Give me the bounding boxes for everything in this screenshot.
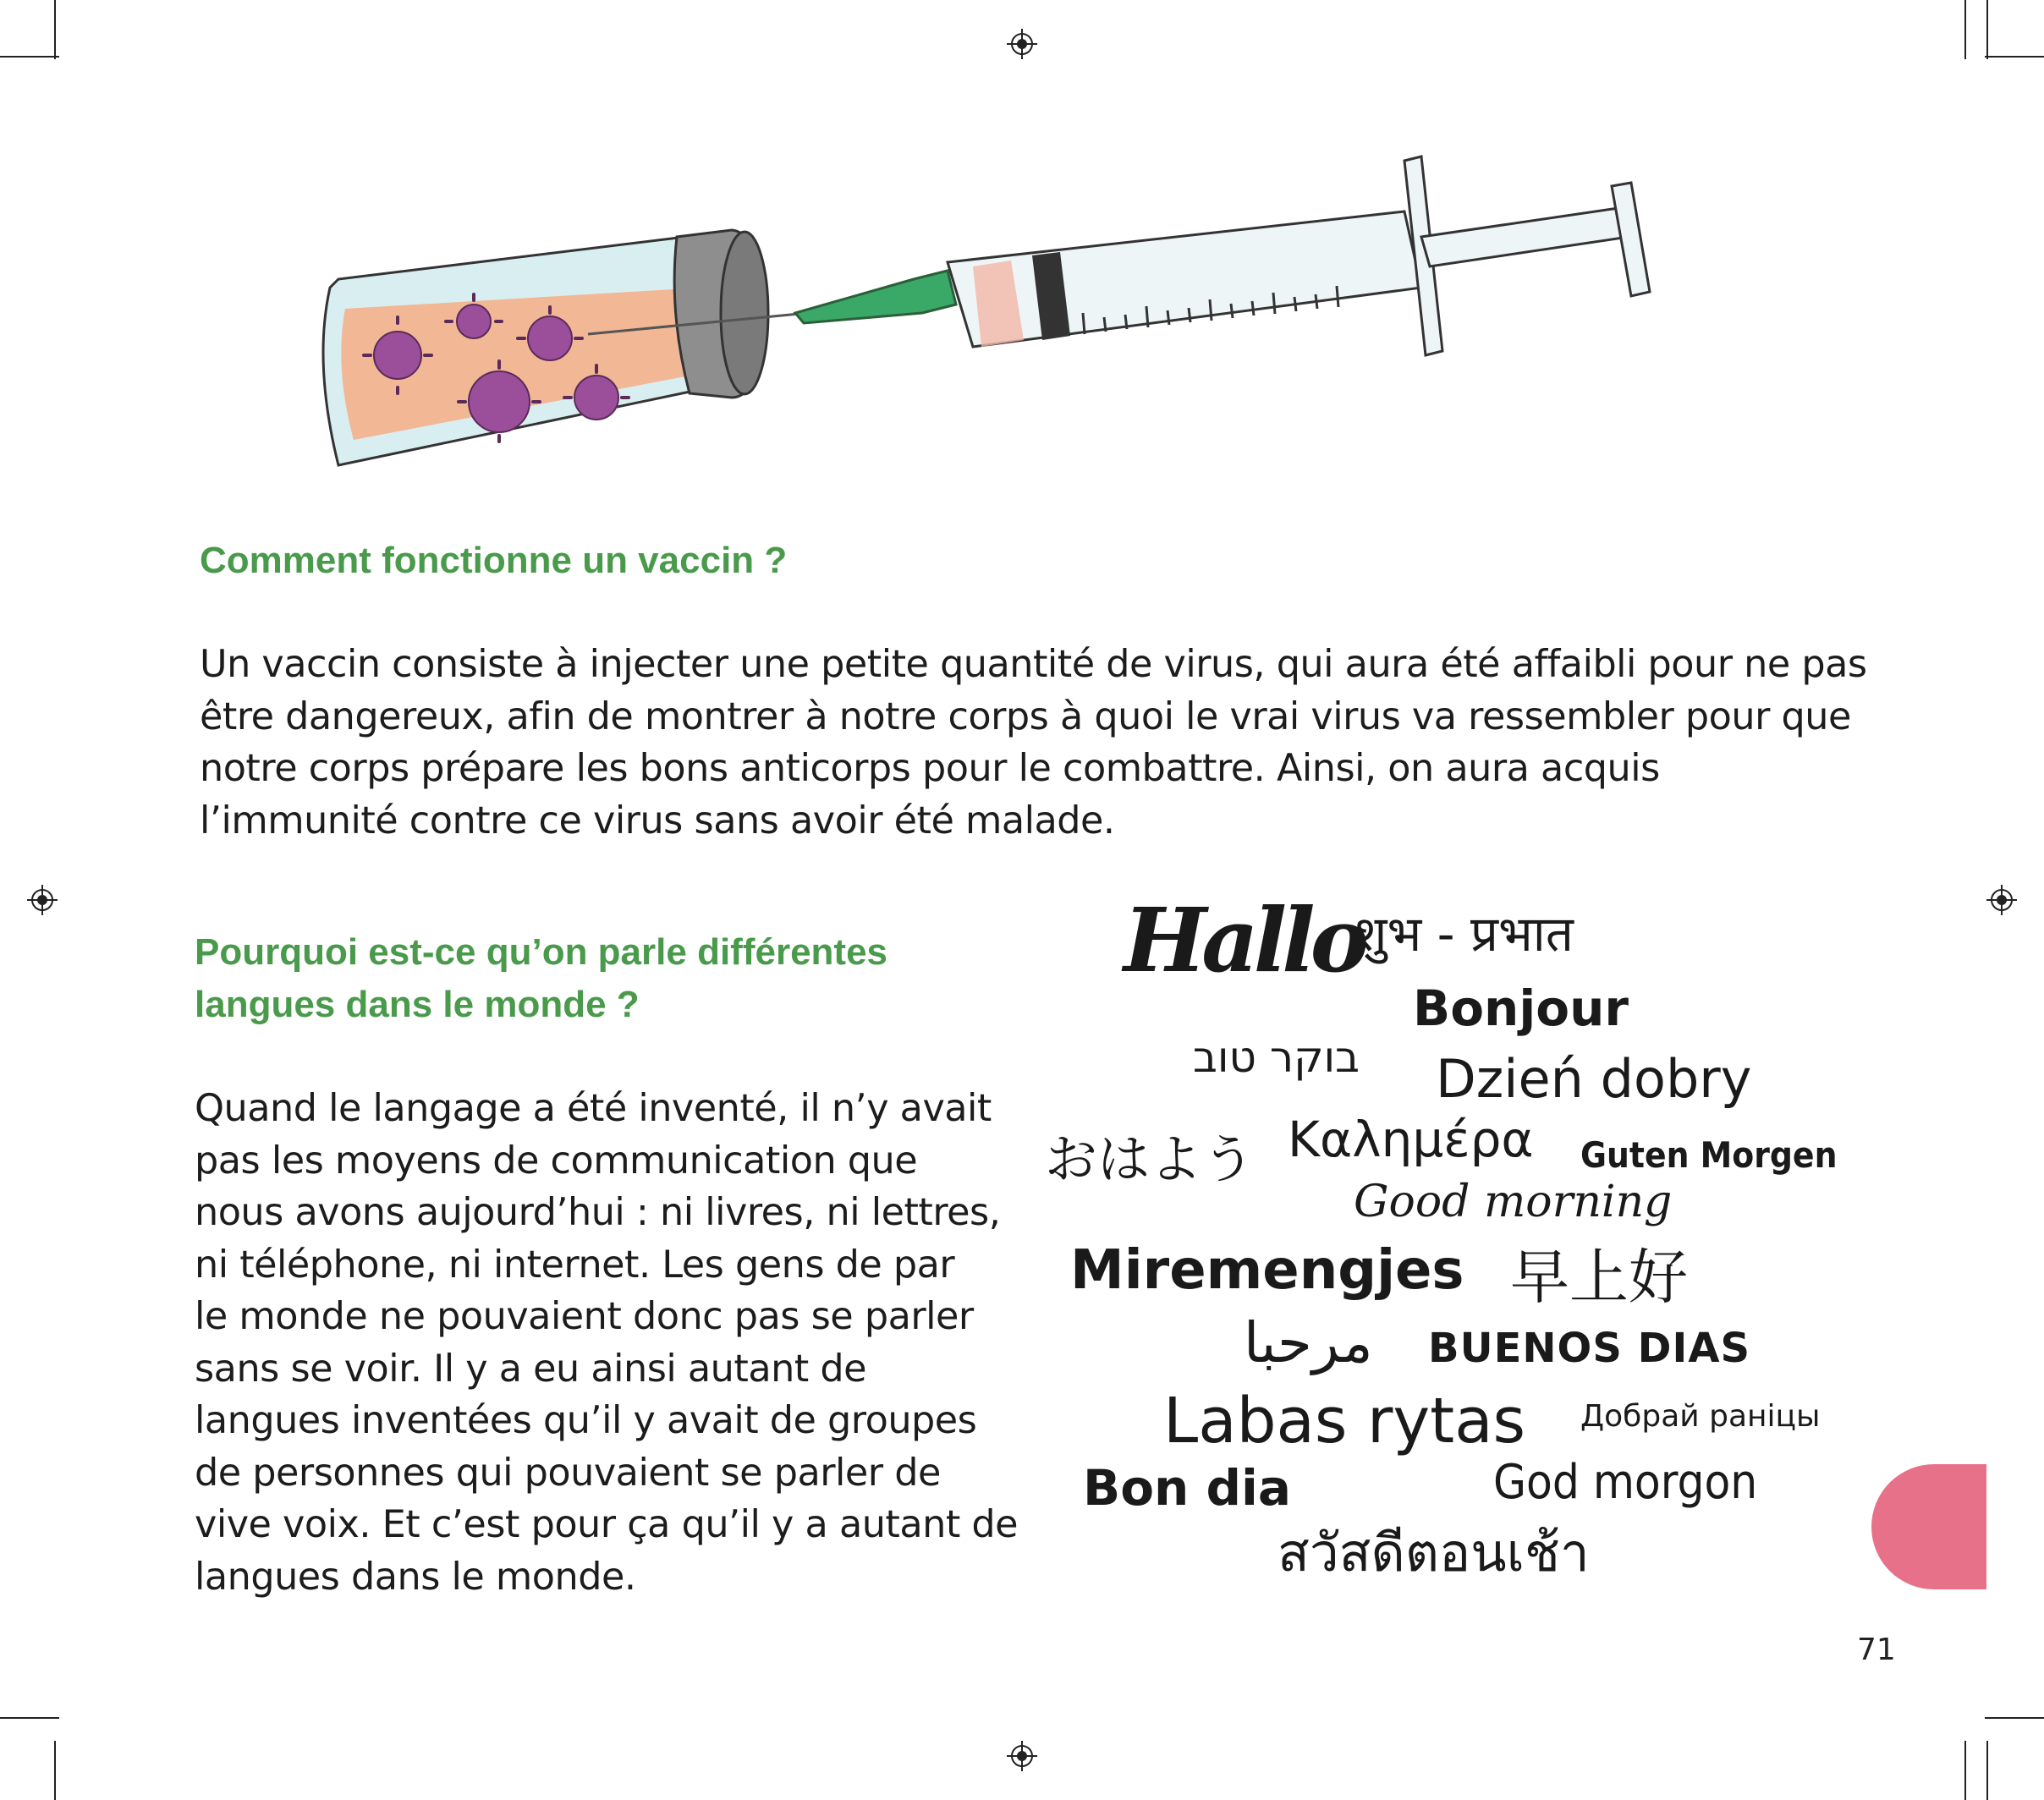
paragraph-line: Un vaccin consiste à injecter une petite quantité de virus, qui aura été affaibli pour ne pas	[200, 643, 1867, 686]
vaccine-paragraph	[200, 639, 1867, 847]
vaccine-heading: Comment fonctionne un vaccin ?	[200, 540, 788, 581]
registration-mark-icon	[27, 885, 58, 915]
registration-mark-icon	[1986, 885, 2017, 915]
paragraph-line: ni téléphone, ni internet. Les gens de par	[195, 1243, 955, 1287]
registration-mark-icon	[1007, 29, 1037, 59]
greeting-spanish: BUENOS DIAS	[1428, 1325, 1751, 1372]
chapter-tab	[1871, 1464, 1986, 1589]
registration-mark-icon	[1007, 1741, 1037, 1771]
greeting-arabic: مرحبا	[1244, 1310, 1373, 1375]
greeting-chinese: 早上好	[1510, 1243, 1688, 1312]
page-number: 71	[1857, 1633, 1896, 1667]
greeting-greek: Καλημέρα	[1288, 1111, 1534, 1168]
paragraph-line: le monde ne pouvaient donc pas se parler	[195, 1295, 974, 1338]
crop-mark	[1964, 0, 1966, 59]
languages-paragraph	[195, 1083, 1018, 1603]
greeting-japanese: おはよう	[1045, 1128, 1256, 1190]
vaccine-syringe-illustration	[305, 144, 1658, 499]
crop-mark	[54, 1741, 56, 1800]
languages-heading	[195, 926, 887, 1031]
paragraph-line: vive voix. Et c’est pour ça qu’il y a autant de	[195, 1503, 1019, 1546]
greeting-hebrew: בוקר טוב	[1193, 1033, 1360, 1082]
heading-line: Pourquoi est-ce qu’on parle différentes	[195, 931, 888, 973]
greeting-german: Guten Morgen	[1580, 1134, 1838, 1176]
greeting-albanian: Miremengjes	[1070, 1239, 1464, 1302]
crop-mark	[1986, 0, 1988, 59]
greeting-lithuanian: Labas rytas	[1163, 1385, 1526, 1457]
crop-mark	[1985, 1717, 2044, 1719]
greeting-swedish: God morgon	[1493, 1455, 1758, 1510]
crop-mark	[1985, 56, 2044, 58]
greeting-hallo: Hallo	[1124, 888, 1365, 992]
crop-mark	[0, 56, 59, 58]
crop-mark	[54, 0, 56, 59]
greeting-hindi: शुभ - प्रभात	[1354, 905, 1574, 963]
heading-line: langues dans le monde ?	[195, 984, 640, 1025]
paragraph-line: pas les moyens de communication que	[195, 1139, 918, 1183]
crop-mark	[0, 1717, 59, 1719]
paragraph-line: sans se voir. Il y a eu ainsi autant de	[195, 1347, 867, 1391]
greeting-thai: สวัสดีตอนเช้า	[1278, 1522, 1590, 1583]
paragraph-line: nous avons aujourd’hui : ni livres, ni lettres,	[195, 1191, 1001, 1234]
greeting-polish: Dzień dobry	[1436, 1048, 1752, 1110]
paragraph-line: langues dans le monde.	[195, 1555, 636, 1599]
paragraph-line: être dangereux, afin de montrer à notre corps à quoi le vrai virus va ressembler pour que	[200, 694, 1851, 738]
greeting-bonjour: Bonjour	[1413, 980, 1629, 1037]
paragraph-line: langues inventées qu’il y avait de groupes	[195, 1399, 977, 1442]
paragraph-line: Quand le langage a été inventé, il n’y avait	[195, 1087, 992, 1130]
greeting-belarusian: Добрай раніцы	[1580, 1399, 1821, 1434]
greeting-english: Good morning	[1354, 1177, 1673, 1227]
greeting-catalan: Bon dia	[1083, 1459, 1292, 1517]
paragraph-line: de personnes qui pouvaient se parler de	[195, 1451, 941, 1495]
crop-mark	[1964, 1741, 1966, 1800]
crop-mark	[1986, 1741, 1988, 1800]
paragraph-line: l’immunité contre ce virus sans avoir été malade.	[200, 798, 1115, 842]
paragraph-line: notre corps prépare les bons anticorps pour le combattre. Ainsi, on aura acquis	[200, 747, 1660, 790]
